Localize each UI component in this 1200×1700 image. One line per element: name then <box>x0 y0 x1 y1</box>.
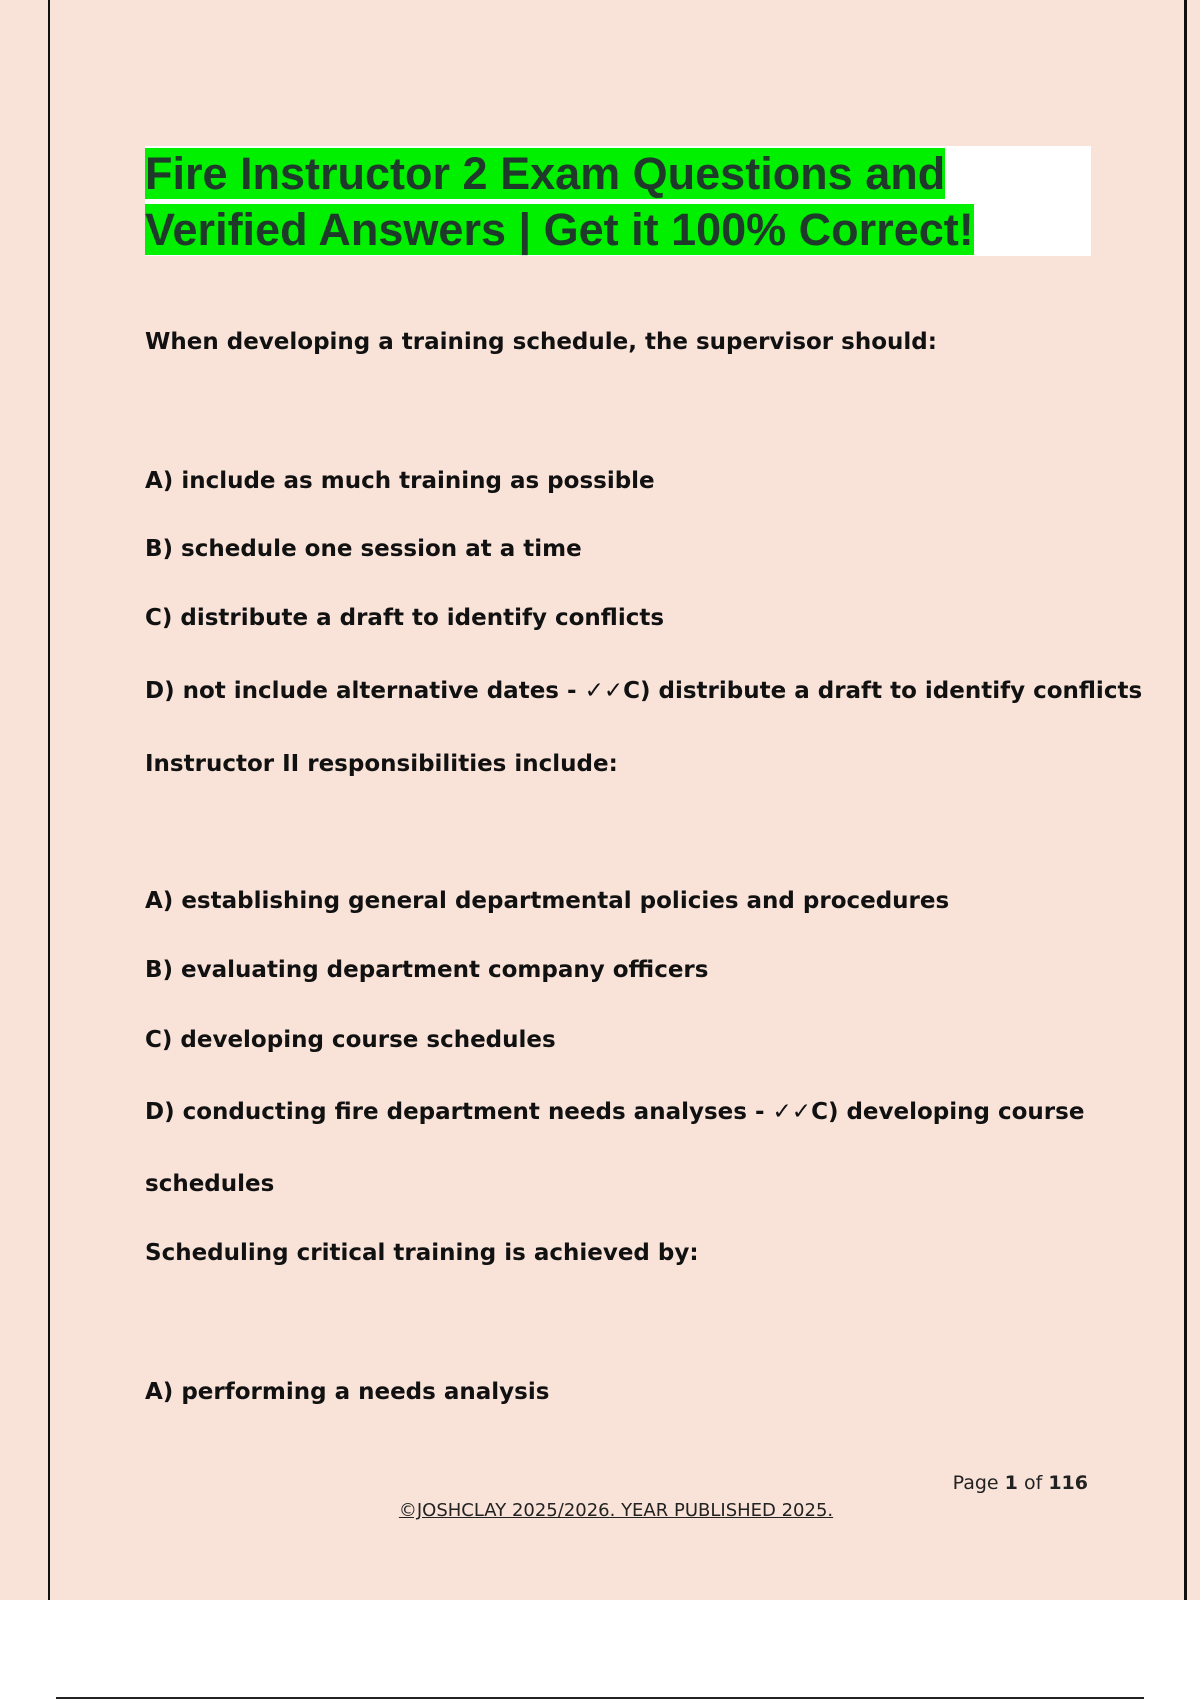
page-label: Page <box>952 1472 999 1494</box>
bottom-divider <box>56 1697 1144 1699</box>
page-total: 116 <box>1048 1472 1088 1494</box>
title-block <box>145 146 1091 256</box>
question-2-answer: C) developing course <box>811 1099 1085 1125</box>
question-2-prompt: Instructor II responsibilities include: <box>145 751 618 777</box>
question-1-option-c: C) distribute a draft to identify conflicts <box>145 605 665 631</box>
question-2-option-c: C) developing course schedules <box>145 1027 556 1053</box>
question-1-option-b: B) schedule one session at a time <box>145 536 582 562</box>
question-2-option-b: B) evaluating department company officers <box>145 957 709 983</box>
page-current: 1 <box>1004 1472 1018 1494</box>
question-1-prompt: When developing a training schedule, the supervisor should: <box>145 329 937 355</box>
title-line-2: Verified Answers | Get it 100% Correct! <box>145 204 974 255</box>
question-3-option-a: A) performing a needs analysis <box>145 1379 550 1405</box>
page-number <box>953 1472 1088 1494</box>
question-3-prompt: Scheduling critical training is achieved by: <box>145 1240 699 1266</box>
page-left-border <box>48 0 50 1600</box>
question-1-option-a: A) include as much training as possible <box>145 468 655 494</box>
title-line-1: Fire Instructor 2 Exam Questions and <box>145 148 946 199</box>
question-1-option-d: D) not include alternative dates - <box>145 678 585 704</box>
question-2-option-d: D) conducting fire department needs analyses - <box>145 1099 773 1125</box>
page-of: of <box>1023 1472 1043 1494</box>
question-2-answer-continued: schedules <box>145 1171 275 1197</box>
checkmark-icon: ✓✓ <box>772 1099 812 1125</box>
page-right-border <box>1184 0 1187 1600</box>
copyright-footer: ©JOSHCLAY 2025/2026. YEAR PUBLISHED 2025. <box>398 1500 834 1521</box>
question-1-option-d-line <box>145 676 1142 706</box>
document-title <box>145 146 1091 258</box>
checkmark-icon: ✓✓ <box>584 678 624 704</box>
question-2-option-d-line <box>145 1097 1084 1127</box>
question-1-answer: C) distribute a draft to identify conflicts <box>623 678 1143 704</box>
question-2-option-a: A) establishing general departmental policies and procedures <box>145 888 950 914</box>
